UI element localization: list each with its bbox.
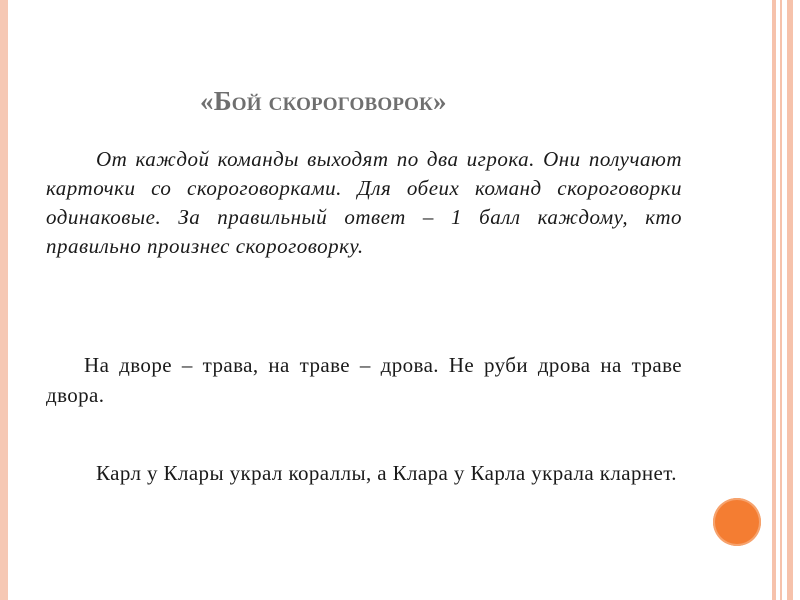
right-decorative-stripe (772, 0, 776, 600)
right-decorative-stripe-thin (780, 0, 782, 600)
slide-title: «Бой скороговорок» (200, 86, 447, 116)
left-decorative-border (0, 0, 8, 600)
game-rules-text: От каждой команды выходят по два игрока. Они получают карточки со скороговорками. Для обеих команд скороговорки одинаковые. За правильный ответ – 1 балл каждому, кто правильно произнес скороговорку. (46, 147, 682, 258)
right-decorative-stripe-outer (787, 0, 793, 600)
tongue-twister-2: Карл у Клары украл кораллы, а Клара у Карла украла кларнет. (96, 461, 677, 485)
tongue-twister-1: На дворе – трава, на траве – дрова. Не руби дрова на траве двора. (46, 353, 682, 407)
decorative-circle (713, 498, 761, 546)
